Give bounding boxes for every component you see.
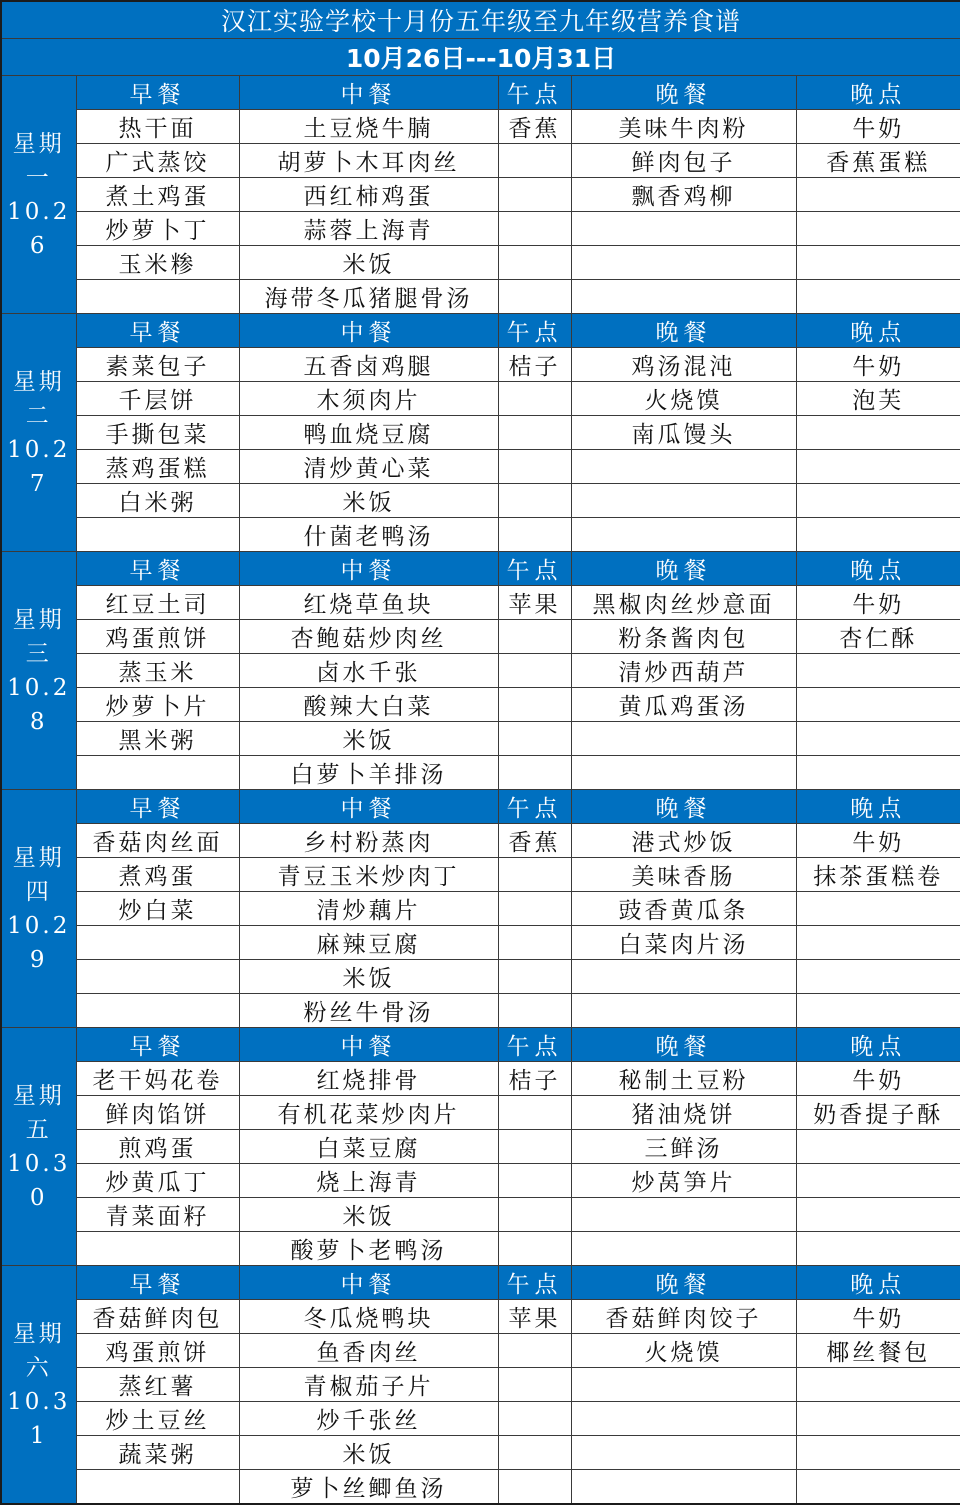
table-row [1, 858, 960, 892]
menu-cell-dinner [571, 1198, 796, 1232]
table-row [1, 722, 960, 756]
meal-header-afternoon-snack: 午点 [498, 76, 571, 110]
table-row [1, 620, 960, 654]
menu-cell-breakfast [76, 1470, 239, 1505]
meal-header-evening-snack: 晚点 [796, 314, 960, 348]
table-row [1, 586, 960, 620]
menu-cell-lunch: 清炒藕片 [239, 892, 498, 926]
menu-cell-breakfast: 玉米糁 [76, 246, 239, 280]
menu-cell-evening-snack: 牛奶 [796, 348, 960, 382]
meal-header-lunch: 中餐 [239, 314, 498, 348]
menu-cell-afternoon-snack [498, 1198, 571, 1232]
menu-cell-evening-snack: 牛奶 [796, 1062, 960, 1096]
menu-cell-lunch: 青椒茄子片 [239, 1368, 498, 1402]
menu-cell-dinner: 飘香鸡柳 [571, 178, 796, 212]
menu-cell-dinner: 清炒西葫芦 [571, 654, 796, 688]
menu-cell-evening-snack [796, 178, 960, 212]
date-label: 10.26 [7, 198, 71, 259]
menu-cell-lunch: 米饭 [239, 246, 498, 280]
menu-cell-lunch: 胡萝卜木耳肉丝 [239, 144, 498, 178]
menu-cell-dinner [571, 450, 796, 484]
menu-cell-afternoon-snack [498, 280, 571, 314]
menu-cell-afternoon-snack [498, 144, 571, 178]
menu-cell-afternoon-snack [498, 416, 571, 450]
menu-cell-dinner: 秘制土豆粉 [571, 1062, 796, 1096]
table-row [1, 484, 960, 518]
menu-cell-breakfast [76, 926, 239, 960]
menu-cell-evening-snack [796, 756, 960, 790]
table-row [1, 144, 960, 178]
weekday-label: 星期四 [12, 844, 65, 905]
table-row [1, 1300, 960, 1334]
menu-cell-dinner [571, 722, 796, 756]
menu-cell-dinner: 鲜肉包子 [571, 144, 796, 178]
menu-cell-evening-snack [796, 484, 960, 518]
menu-cell-lunch: 白菜豆腐 [239, 1130, 498, 1164]
date-label: 10.28 [7, 674, 71, 735]
menu-cell-breakfast: 鸡蛋煎饼 [76, 1334, 239, 1368]
meal-header-dinner: 晚餐 [571, 314, 796, 348]
meal-header-afternoon-snack: 午点 [498, 790, 571, 824]
table-row [1, 1334, 960, 1368]
menu-cell-breakfast: 香菇鲜肉包 [76, 1300, 239, 1334]
menu-cell-dinner: 美味香肠 [571, 858, 796, 892]
date-label: 10.29 [7, 912, 71, 973]
table-row [1, 416, 960, 450]
menu-cell-lunch: 鸭血烧豆腐 [239, 416, 498, 450]
menu-cell-evening-snack: 抹茶蛋糕卷 [796, 858, 960, 892]
table-row [1, 1096, 960, 1130]
menu-cell-evening-snack [796, 280, 960, 314]
menu-cell-breakfast: 蔬菜粥 [76, 1436, 239, 1470]
menu-cell-afternoon-snack [498, 246, 571, 280]
menu-cell-lunch: 冬瓜烧鸭块 [239, 1300, 498, 1334]
table-row [1, 994, 960, 1028]
table-row [1, 518, 960, 552]
menu-cell-lunch: 海带冬瓜猪腿骨汤 [239, 280, 498, 314]
menu-cell-dinner: 南瓜馒头 [571, 416, 796, 450]
meal-header-breakfast: 早餐 [76, 1266, 239, 1300]
menu-cell-lunch: 炒千张丝 [239, 1402, 498, 1436]
menu-cell-dinner [571, 1402, 796, 1436]
menu-cell-evening-snack [796, 926, 960, 960]
menu-cell-dinner [571, 1232, 796, 1266]
weekday-label: 星期五 [12, 1082, 65, 1143]
menu-cell-lunch: 西红柿鸡蛋 [239, 178, 498, 212]
menu-cell-afternoon-snack [498, 1130, 571, 1164]
menu-cell-evening-snack: 牛奶 [796, 586, 960, 620]
day-label [1, 76, 76, 314]
menu-cell-breakfast: 红豆土司 [76, 586, 239, 620]
table-row [1, 892, 960, 926]
table-row [1, 280, 960, 314]
menu-cell-breakfast: 香菇肉丝面 [76, 824, 239, 858]
menu-cell-dinner: 白菜肉片汤 [571, 926, 796, 960]
meal-header-lunch: 中餐 [239, 790, 498, 824]
menu-cell-lunch: 土豆烧牛腩 [239, 110, 498, 144]
menu-cell-lunch: 乡村粉蒸肉 [239, 824, 498, 858]
menu-cell-breakfast: 鲜肉馅饼 [76, 1096, 239, 1130]
menu-cell-dinner: 火烧馍 [571, 382, 796, 416]
menu-cell-lunch: 鱼香肉丝 [239, 1334, 498, 1368]
menu-cell-breakfast: 蒸鸡蛋糕 [76, 450, 239, 484]
date-label: 10.30 [7, 1150, 71, 1211]
menu-cell-evening-snack: 牛奶 [796, 1300, 960, 1334]
table-row [1, 382, 960, 416]
menu-cell-evening-snack: 杏仁酥 [796, 620, 960, 654]
table-row [1, 688, 960, 722]
meal-header-lunch: 中餐 [239, 1266, 498, 1300]
menu-cell-dinner: 豉香黄瓜条 [571, 892, 796, 926]
menu-cell-breakfast [76, 1232, 239, 1266]
menu-cell-evening-snack [796, 212, 960, 246]
menu-cell-lunch: 烧上海青 [239, 1164, 498, 1198]
weekday-label: 星期六 [12, 1320, 65, 1381]
menu-cell-breakfast: 手撕包菜 [76, 416, 239, 450]
menu-cell-breakfast: 炒土豆丝 [76, 1402, 239, 1436]
menu-cell-evening-snack [796, 654, 960, 688]
menu-cell-dinner: 鸡汤混沌 [571, 348, 796, 382]
menu-cell-lunch: 萝卜丝鲫鱼汤 [239, 1470, 498, 1505]
menu-cell-breakfast: 煎鸡蛋 [76, 1130, 239, 1164]
table-row [1, 1062, 960, 1096]
menu-cell-dinner: 粉条酱肉包 [571, 620, 796, 654]
menu-cell-dinner: 黑椒肉丝炒意面 [571, 586, 796, 620]
menu-cell-afternoon-snack [498, 620, 571, 654]
menu-cell-evening-snack: 香蕉蛋糕 [796, 144, 960, 178]
weekday-label: 星期二 [12, 368, 65, 429]
menu-cell-afternoon-snack [498, 926, 571, 960]
meal-header-evening-snack: 晚点 [796, 1028, 960, 1062]
menu-cell-lunch: 麻辣豆腐 [239, 926, 498, 960]
menu-cell-afternoon-snack [498, 1232, 571, 1266]
meal-header-breakfast: 早餐 [76, 1028, 239, 1062]
menu-cell-breakfast [76, 518, 239, 552]
table-row [1, 110, 960, 144]
meal-header-dinner: 晚餐 [571, 1266, 796, 1300]
meal-header-dinner: 晚餐 [571, 790, 796, 824]
table-row [1, 178, 960, 212]
menu-cell-breakfast: 老干妈花卷 [76, 1062, 239, 1096]
menu-cell-evening-snack [796, 1436, 960, 1470]
menu-cell-dinner [571, 994, 796, 1028]
menu-cell-evening-snack [796, 892, 960, 926]
menu-cell-lunch: 红烧排骨 [239, 1062, 498, 1096]
menu-cell-dinner [571, 1436, 796, 1470]
menu-cell-afternoon-snack [498, 858, 571, 892]
menu-cell-breakfast: 蒸玉米 [76, 654, 239, 688]
table-row [1, 1436, 960, 1470]
menu-cell-lunch: 白萝卜羊排汤 [239, 756, 498, 790]
meal-header-afternoon-snack: 午点 [498, 552, 571, 586]
date-range: 10月26日---10月31日 [1, 39, 960, 76]
menu-cell-evening-snack: 牛奶 [796, 110, 960, 144]
menu-cell-afternoon-snack: 香蕉 [498, 110, 571, 144]
menu-cell-breakfast: 素菜包子 [76, 348, 239, 382]
table-row [1, 1198, 960, 1232]
table-row [1, 824, 960, 858]
day-label [1, 790, 76, 1028]
menu-cell-lunch: 什菌老鸭汤 [239, 518, 498, 552]
menu-cell-dinner [571, 1368, 796, 1402]
menu-cell-breakfast: 黑米粥 [76, 722, 239, 756]
menu-cell-evening-snack [796, 722, 960, 756]
menu-cell-dinner [571, 280, 796, 314]
meal-header-lunch: 中餐 [239, 1028, 498, 1062]
day-label [1, 314, 76, 552]
table-row [1, 1402, 960, 1436]
table-row [1, 1470, 960, 1505]
menu-cell-lunch: 五香卤鸡腿 [239, 348, 498, 382]
meal-header-evening-snack: 晚点 [796, 1266, 960, 1300]
menu-cell-afternoon-snack [498, 178, 571, 212]
menu-cell-evening-snack [796, 960, 960, 994]
menu-cell-afternoon-snack: 苹果 [498, 586, 571, 620]
menu-cell-lunch: 米饭 [239, 1436, 498, 1470]
menu-cell-dinner [571, 212, 796, 246]
meal-header-evening-snack: 晚点 [796, 790, 960, 824]
meal-header-lunch: 中餐 [239, 76, 498, 110]
menu-cell-lunch: 青豆玉米炒肉丁 [239, 858, 498, 892]
day-label [1, 1028, 76, 1266]
day-label [1, 552, 76, 790]
menu-cell-afternoon-snack [498, 892, 571, 926]
weekday-label: 星期一 [12, 130, 65, 191]
menu-cell-dinner [571, 960, 796, 994]
menu-cell-evening-snack: 泡芙 [796, 382, 960, 416]
menu-cell-afternoon-snack [498, 994, 571, 1028]
menu-cell-lunch: 米饭 [239, 960, 498, 994]
menu-cell-evening-snack: 奶香提子酥 [796, 1096, 960, 1130]
menu-cell-lunch: 米饭 [239, 1198, 498, 1232]
menu-cell-dinner: 火烧馍 [571, 1334, 796, 1368]
page-title: 汉江实验学校十月份五年级至九年级营养食谱 [1, 1, 960, 39]
table-row [1, 348, 960, 382]
day-label [1, 1266, 76, 1505]
menu-cell-evening-snack [796, 1164, 960, 1198]
menu-cell-breakfast [76, 280, 239, 314]
menu-cell-breakfast [76, 960, 239, 994]
meal-header-afternoon-snack: 午点 [498, 1028, 571, 1062]
menu-cell-afternoon-snack [498, 1164, 571, 1198]
meal-header-evening-snack: 晚点 [796, 552, 960, 586]
menu-cell-dinner [571, 246, 796, 280]
menu-cell-breakfast [76, 756, 239, 790]
menu-cell-evening-snack [796, 518, 960, 552]
menu-cell-lunch: 杏鲍菇炒肉丝 [239, 620, 498, 654]
menu-cell-lunch: 酸萝卜老鸭汤 [239, 1232, 498, 1266]
table-row [1, 450, 960, 484]
meal-header-breakfast: 早餐 [76, 76, 239, 110]
menu-cell-evening-snack [796, 416, 960, 450]
menu-cell-evening-snack [796, 1402, 960, 1436]
day-header-row [1, 552, 960, 586]
menu-cell-afternoon-snack [498, 1368, 571, 1402]
menu-cell-lunch: 清炒黄心菜 [239, 450, 498, 484]
table-row [1, 1232, 960, 1266]
menu-cell-dinner [571, 1470, 796, 1505]
meal-header-breakfast: 早餐 [76, 790, 239, 824]
weekday-label: 星期三 [12, 606, 65, 667]
menu-cell-afternoon-snack [498, 722, 571, 756]
menu-cell-dinner: 香菇鲜肉饺子 [571, 1300, 796, 1334]
menu-cell-breakfast: 炒萝卜片 [76, 688, 239, 722]
menu-cell-evening-snack: 椰丝餐包 [796, 1334, 960, 1368]
menu-cell-afternoon-snack [498, 654, 571, 688]
table-row [1, 1130, 960, 1164]
menu-cell-breakfast: 炒萝卜丁 [76, 212, 239, 246]
menu-cell-breakfast: 煮鸡蛋 [76, 858, 239, 892]
menu-cell-lunch: 有机花菜炒肉片 [239, 1096, 498, 1130]
meal-header-afternoon-snack: 午点 [498, 314, 571, 348]
table-row [1, 654, 960, 688]
menu-cell-afternoon-snack [498, 1436, 571, 1470]
menu-cell-evening-snack [796, 1198, 960, 1232]
meal-header-breakfast: 早餐 [76, 314, 239, 348]
table-row [1, 960, 960, 994]
menu-cell-evening-snack [796, 246, 960, 280]
day-header-row [1, 76, 960, 110]
day-header-row [1, 790, 960, 824]
menu-cell-lunch: 粉丝牛骨汤 [239, 994, 498, 1028]
date-label: 10.31 [7, 1388, 71, 1449]
menu-cell-breakfast: 鸡蛋煎饼 [76, 620, 239, 654]
menu-cell-breakfast: 青菜面籽 [76, 1198, 239, 1232]
day-header-row [1, 314, 960, 348]
menu-cell-afternoon-snack [498, 518, 571, 552]
menu-cell-evening-snack: 牛奶 [796, 824, 960, 858]
menu-cell-lunch: 蒜蓉上海青 [239, 212, 498, 246]
meal-header-dinner: 晚餐 [571, 1028, 796, 1062]
table-row [1, 756, 960, 790]
menu-cell-afternoon-snack: 桔子 [498, 348, 571, 382]
menu-cell-dinner [571, 484, 796, 518]
menu-cell-evening-snack [796, 1232, 960, 1266]
menu-cell-breakfast: 炒黄瓜丁 [76, 1164, 239, 1198]
menu-cell-afternoon-snack [498, 382, 571, 416]
date-label: 10.27 [7, 436, 71, 497]
menu-cell-breakfast: 蒸红薯 [76, 1368, 239, 1402]
menu-cell-dinner: 黄瓜鸡蛋汤 [571, 688, 796, 722]
meal-header-breakfast: 早餐 [76, 552, 239, 586]
table-row [1, 1164, 960, 1198]
menu-cell-breakfast: 炒白菜 [76, 892, 239, 926]
menu-cell-afternoon-snack [498, 1096, 571, 1130]
menu-cell-dinner: 三鲜汤 [571, 1130, 796, 1164]
menu-cell-afternoon-snack [498, 1470, 571, 1505]
menu-cell-afternoon-snack [498, 960, 571, 994]
menu-cell-dinner [571, 518, 796, 552]
menu-cell-breakfast: 热干面 [76, 110, 239, 144]
menu-cell-dinner: 港式炒饭 [571, 824, 796, 858]
table-row [1, 1368, 960, 1402]
menu-cell-evening-snack [796, 1470, 960, 1505]
meal-header-afternoon-snack: 午点 [498, 1266, 571, 1300]
menu-cell-breakfast: 千层饼 [76, 382, 239, 416]
menu-cell-dinner: 美味牛肉粉 [571, 110, 796, 144]
menu-cell-lunch: 酸辣大白菜 [239, 688, 498, 722]
menu-cell-lunch: 红烧草鱼块 [239, 586, 498, 620]
menu-cell-dinner [571, 756, 796, 790]
meal-header-dinner: 晚餐 [571, 76, 796, 110]
table-row [1, 212, 960, 246]
menu-cell-evening-snack [796, 688, 960, 722]
menu-cell-dinner: 猪油烧饼 [571, 1096, 796, 1130]
menu-cell-lunch: 米饭 [239, 722, 498, 756]
menu-cell-evening-snack [796, 450, 960, 484]
meal-header-dinner: 晚餐 [571, 552, 796, 586]
menu-cell-afternoon-snack [498, 450, 571, 484]
menu-cell-afternoon-snack [498, 484, 571, 518]
menu-cell-afternoon-snack: 香蕉 [498, 824, 571, 858]
menu-cell-breakfast [76, 994, 239, 1028]
menu-cell-evening-snack [796, 994, 960, 1028]
table-row [1, 926, 960, 960]
day-header-row [1, 1266, 960, 1300]
menu-cell-breakfast: 白米粥 [76, 484, 239, 518]
menu-cell-afternoon-snack [498, 688, 571, 722]
menu-cell-evening-snack [796, 1130, 960, 1164]
menu-cell-breakfast: 煮土鸡蛋 [76, 178, 239, 212]
menu-cell-dinner: 炒莴笋片 [571, 1164, 796, 1198]
meal-header-lunch: 中餐 [239, 552, 498, 586]
menu-cell-afternoon-snack: 苹果 [498, 1300, 571, 1334]
menu-cell-afternoon-snack: 桔子 [498, 1062, 571, 1096]
menu-cell-lunch: 卤水千张 [239, 654, 498, 688]
menu-cell-afternoon-snack [498, 1402, 571, 1436]
menu-cell-afternoon-snack [498, 1334, 571, 1368]
menu-cell-lunch: 米饭 [239, 484, 498, 518]
menu-cell-afternoon-snack [498, 212, 571, 246]
menu-cell-lunch: 木须肉片 [239, 382, 498, 416]
menu-cell-afternoon-snack [498, 756, 571, 790]
day-header-row [1, 1028, 960, 1062]
menu-cell-evening-snack [796, 1368, 960, 1402]
menu-cell-breakfast: 广式蒸饺 [76, 144, 239, 178]
table-row [1, 246, 960, 280]
meal-header-evening-snack: 晚点 [796, 76, 960, 110]
